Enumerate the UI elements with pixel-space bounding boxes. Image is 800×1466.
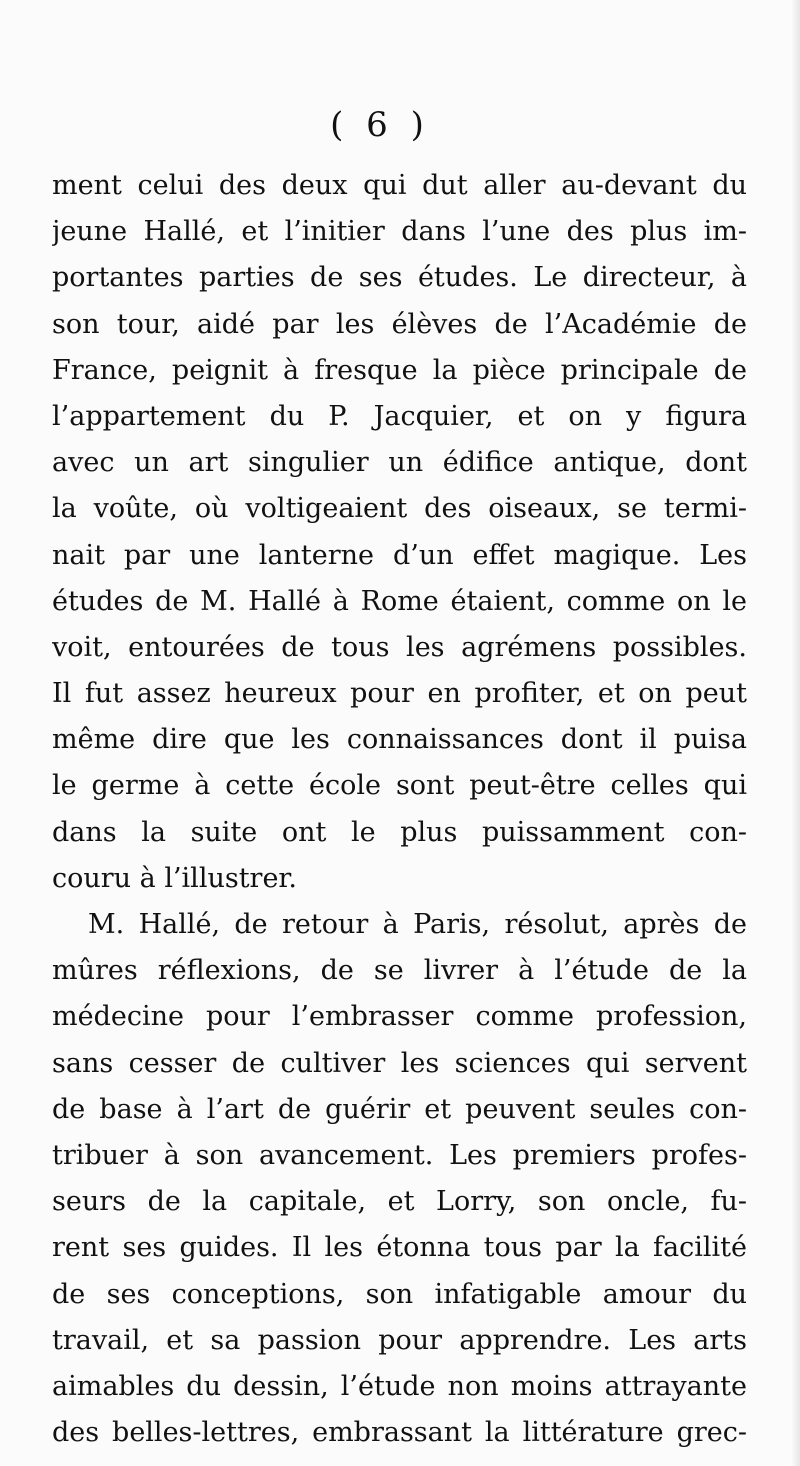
text-line: études de M. Hallé à Rome étaient, comme on le <box>52 585 747 617</box>
text-line: la voûte, où voltigeaient des oiseaux, se termi- <box>52 493 747 525</box>
text-line: portantes parties de ses études. Le directeur, à <box>52 262 747 294</box>
text-line: ment celui des deux qui dut aller au-devant du <box>52 170 747 201</box>
text-line: de base à l’art de guérir et peuvent seules con- <box>52 1093 747 1125</box>
text-line: de ses conceptions, son infatigable amour du <box>52 1278 747 1310</box>
text-line: sans cesser de cultiver les sciences qui servent <box>52 1047 747 1079</box>
text-line: jeune Hallé, et l’initier dans l’une des plus im- <box>52 216 747 248</box>
text-line: seurs de la capitale, et Lorry, son oncle, fu- <box>52 1186 747 1218</box>
text-line: nait par une lanterne d’un effet magique. Les <box>52 539 747 571</box>
text-line: M. Hallé, de retour à Paris, résolut, après de <box>88 909 747 940</box>
text-line: le germe à cette école sont peut-être celles qui <box>52 770 747 802</box>
text-line: Il fut assez heureux pour en profiter, et on peut <box>52 678 747 710</box>
text-line: dans la suite ont le plus puissamment con- <box>52 816 747 848</box>
text-line: couru à l’illustrer. <box>52 862 297 894</box>
text-line: son tour, aidé par les élèves de l’Académie de <box>52 308 747 340</box>
text-line: travail, et sa passion pour apprendre. Les arts <box>52 1324 747 1356</box>
body-text <box>52 163 747 1456</box>
text-line: rent ses guides. Il les étonna tous par la facilité <box>52 1232 747 1264</box>
page-edge-shadow <box>790 0 800 1466</box>
text-line: aimables du dessin, l’étude non moins attrayante <box>52 1370 747 1402</box>
text-line: France, peignit à fresque la pièce principale de <box>52 354 747 386</box>
text-line: avec un art singulier un édifice antique, dont <box>52 447 747 479</box>
text-line: l’appartement du P. Jacquier, et on y figura <box>52 400 747 432</box>
page-number: ( 6 ) <box>330 105 430 145</box>
text-line: mûres réflexions, de se livrer à l’étude de la <box>52 955 747 987</box>
text-line: médecine pour l’embrasser comme profession, <box>52 1001 747 1033</box>
text-line: voit, entourées de tous les agrémens possibles. <box>52 631 747 663</box>
text-line: même dire que les connaissances dont il puisa <box>52 724 747 756</box>
text-line: tribuer à son avancement. Les premiers profes- <box>52 1139 747 1171</box>
text-line: des belles-lettres, embrassant la littérature grec- <box>52 1417 747 1449</box>
